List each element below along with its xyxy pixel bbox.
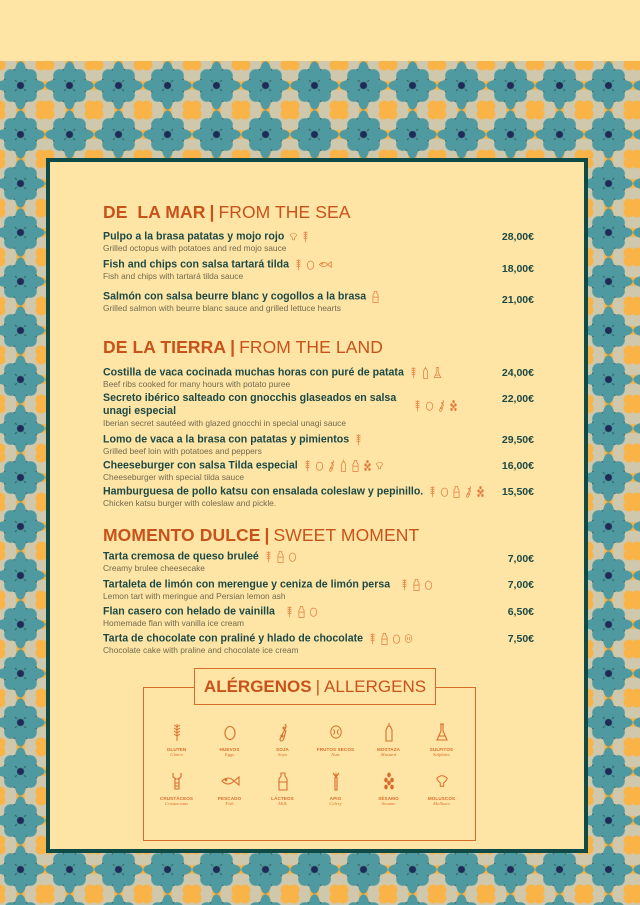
menu-item: [103, 366, 533, 389]
milk-icon: [276, 550, 285, 563]
allergen-nuts: [309, 722, 362, 757]
section-title-sea: [103, 202, 351, 223]
allergen-label-es: FRUTOS SECOS: [316, 747, 355, 752]
allergen-sulphites: [415, 722, 468, 757]
sulphites-icon: [433, 366, 442, 379]
allergen-label-en: Soya: [278, 752, 287, 757]
allergen-mustard: [362, 722, 415, 757]
nuts-icon: [404, 632, 413, 645]
gluten-icon: [170, 722, 184, 742]
gluten-icon: [354, 433, 363, 446]
item-allergen-icons: [368, 632, 413, 645]
allergen-label-en: Sulphites: [433, 752, 450, 757]
allergen-label-en: Fish: [225, 801, 234, 806]
gluten-icon: [368, 632, 377, 645]
item-name: Secreto ibérico salteado con gnocchis glaseados en salsa unagi especial: [103, 392, 397, 417]
item-description: Lemon tart with meringue and Persian lemon ash: [103, 591, 286, 602]
allergen-label-es: PESCADO: [217, 796, 242, 801]
item-allergen-icons: [303, 459, 384, 472]
item-description: Homemade flan with vanilla ice cream: [103, 618, 245, 629]
allergen-molluscs: [415, 771, 468, 806]
section-title-es: DE LA TIERRA: [103, 337, 227, 357]
milk-icon: [276, 771, 290, 791]
allergen-fish: [203, 771, 256, 806]
section-title-en: FROM THE SEA: [218, 202, 351, 222]
allergen-sesame: [362, 771, 415, 806]
allergen-milk: [256, 771, 309, 806]
item-description: Grilled beef loin with potatoes and peppers: [103, 446, 262, 457]
item-allergen-icons: [289, 230, 310, 243]
milk-icon: [297, 605, 306, 618]
item-price: 7,50€: [507, 633, 534, 645]
gluten-icon: [264, 550, 273, 563]
sulphites-icon: [435, 722, 449, 742]
soy-icon: [437, 399, 446, 412]
item-name: Salmón con salsa beurre blanc y cogollos a la brasa: [103, 290, 367, 303]
molluscs-icon: [289, 230, 298, 243]
eggs-icon: [392, 632, 401, 645]
sesame-icon: [449, 399, 458, 412]
item-allergen-icons: [285, 605, 318, 618]
item-allergen-icons: [428, 485, 485, 498]
molluscs-icon: [375, 459, 384, 472]
allergen-label-en: Molluscs: [433, 801, 450, 806]
mustard-icon: [339, 459, 348, 472]
item-allergen-icons: [371, 290, 380, 303]
item-allergen-icons: [354, 433, 363, 446]
allergen-label-en: Celery: [329, 801, 342, 806]
section-title-land: [103, 337, 383, 358]
item-description: Chocolate cake with praline and chocolate ice cream: [103, 645, 299, 656]
allergen-label-es: SOJA: [276, 747, 289, 752]
soy-icon: [327, 459, 336, 472]
item-price: 22,00€: [501, 393, 534, 405]
allergen-label-en: Crustaceans: [165, 801, 188, 806]
title-separator: |: [230, 337, 236, 357]
gluten-icon: [303, 459, 312, 472]
allergens-title: [194, 668, 436, 705]
menu-item: [103, 258, 533, 281]
item-name: Fish and chips con salsa tartará tilda: [103, 258, 290, 271]
nuts-icon: [329, 722, 343, 742]
item-allergen-icons: [409, 366, 442, 379]
allergen-gluten: [150, 722, 203, 757]
menu-item: [103, 230, 533, 253]
item-allergen-icons: [400, 578, 433, 591]
eggs-icon: [306, 258, 315, 271]
item-name: Cheeseburger con salsa Tilda especial: [103, 459, 298, 472]
item-description: Cheeseburger with special tilda sauce: [103, 472, 245, 483]
allergen-label-es: MOSTAZA: [376, 747, 401, 752]
item-name: Flan casero con helado de vainilla: [103, 605, 275, 618]
eggs-icon: [288, 550, 297, 563]
eggs-icon: [309, 605, 318, 618]
sesame-icon: [476, 485, 485, 498]
eggs-icon: [425, 399, 434, 412]
item-description: Grilled octopus with potatoes and red mojo sauce: [103, 243, 287, 254]
mustard-icon: [421, 366, 430, 379]
item-description: Beef ribs cooked for many hours with potato puree: [103, 379, 291, 390]
allergen-label-es: CRUSTÁCEOS: [159, 796, 194, 801]
section-title-sweet: [103, 525, 419, 546]
menu-panel: [46, 158, 588, 853]
milk-icon: [452, 485, 461, 498]
celery-icon: [329, 771, 343, 791]
title-separator: |: [315, 676, 321, 696]
milk-icon: [351, 459, 360, 472]
eggs-icon: [223, 722, 237, 742]
item-name: Costilla de vaca cocinada muchas horas con puré de patata: [103, 366, 404, 379]
allergen-label-en: Eggs: [224, 752, 235, 757]
allergen-label-en: Sesame: [381, 801, 396, 806]
gluten-icon: [301, 230, 310, 243]
allergen-celery: [309, 771, 362, 806]
allergen-label-en: Mustard: [380, 752, 397, 757]
gluten-icon: [294, 258, 303, 271]
allergen-label-en: Nuts: [331, 752, 340, 757]
milk-icon: [380, 632, 389, 645]
menu-item: [103, 485, 533, 508]
item-name: Tarta de chocolate con praliné y hlado de chocolate: [103, 632, 364, 645]
eggs-icon: [315, 459, 324, 472]
allergens-title-es: ALÉRGENOS: [203, 676, 312, 696]
eggs-icon: [424, 578, 433, 591]
milk-icon: [412, 578, 421, 591]
soy-icon: [276, 722, 290, 742]
crustaceans-icon: [170, 771, 184, 791]
item-name: Lomo de vaca a la brasa con patatas y pimientos: [103, 433, 350, 446]
section-title-en: FROM THE LAND: [239, 337, 383, 357]
gluten-icon: [413, 399, 422, 412]
menu-item: [103, 632, 533, 655]
item-price: 24,00€: [501, 367, 534, 379]
allergen-crustaceans: [150, 771, 203, 806]
section-title-es: DE LA MAR: [103, 202, 206, 222]
allergen-label-es: MOLUSCOS: [427, 796, 456, 801]
allergen-label-es: HUEVOS: [219, 747, 240, 752]
allergen-label-es: APIO: [329, 796, 342, 801]
menu-item: [103, 433, 533, 456]
item-name: Hamburguesa de pollo katsu con ensalada coleslaw y pepinillo.: [103, 485, 424, 498]
gluten-icon: [409, 366, 418, 379]
item-name: Pulpo a la brasa patatas y mojo rojo: [103, 230, 285, 243]
item-price: 16,00€: [501, 460, 534, 472]
item-description: Grilled salmon with beurre blanc sauce and grilled lettuce hearts: [103, 303, 341, 314]
menu-item: [103, 550, 533, 573]
menu-item: [103, 459, 533, 482]
menu-item: [103, 605, 533, 628]
mustard-icon: [382, 722, 396, 742]
allergens-title-en: ALLERGENS: [324, 676, 427, 696]
allergen-label-es: SULFITOS: [429, 747, 454, 752]
item-description: Chicken katsu burger with coleslaw and pickle.: [103, 498, 277, 509]
item-price: 28,00€: [501, 231, 534, 243]
item-price: 21,00€: [501, 294, 534, 306]
sesame-icon: [363, 459, 372, 472]
item-name: Tartaleta de limón con merengue y ceniza de limón persa: [103, 578, 391, 591]
fish-icon: [318, 258, 332, 271]
item-name: Tarta cremosa de queso bruleé: [103, 550, 259, 563]
item-allergen-icons: [413, 399, 458, 412]
item-description: Creamy brulee cheesecake: [103, 563, 205, 574]
item-price: 6,50€: [507, 606, 534, 618]
allergen-label-es: LÁCTEOS: [271, 796, 294, 801]
title-separator: |: [209, 202, 215, 222]
item-allergen-icons: [264, 550, 297, 563]
milk-icon: [371, 290, 380, 303]
gluten-icon: [400, 578, 409, 591]
item-description: Fish and chips with tartará tilda sauce: [103, 271, 244, 282]
allergen-label-es: GLUTEN: [166, 747, 187, 752]
allergen-label-en: Milk: [278, 801, 287, 806]
item-price: 29,50€: [501, 434, 534, 446]
item-allergen-icons: [294, 258, 332, 271]
item-price: 7,00€: [507, 553, 534, 565]
allergen-eggs: [203, 722, 256, 757]
item-description: Iberian secret sautéed with glazed gnocchi in special unagi sauce: [103, 418, 347, 428]
item-price: 18,00€: [501, 263, 534, 275]
allergen-soy: [256, 722, 309, 757]
fish-icon: [220, 771, 240, 791]
allergen-label-en: Gluten: [170, 752, 183, 757]
allergens-grid: [150, 722, 468, 806]
item-price: 7,00€: [507, 579, 534, 591]
section-title-en: SWEET MOMENT: [273, 525, 420, 545]
menu-item: [103, 578, 533, 601]
soy-icon: [464, 485, 473, 498]
title-separator: |: [264, 525, 270, 545]
gluten-icon: [428, 485, 437, 498]
allergen-label-es: SÉSAMO: [378, 796, 399, 801]
menu-item: [103, 392, 413, 428]
molluscs-icon: [435, 771, 449, 791]
gluten-icon: [285, 605, 294, 618]
sesame-icon: [382, 771, 396, 791]
item-price: 15,50€: [501, 486, 534, 498]
menu-item: [103, 290, 533, 313]
section-title-es: MOMENTO DULCE: [103, 525, 261, 545]
eggs-icon: [440, 485, 449, 498]
